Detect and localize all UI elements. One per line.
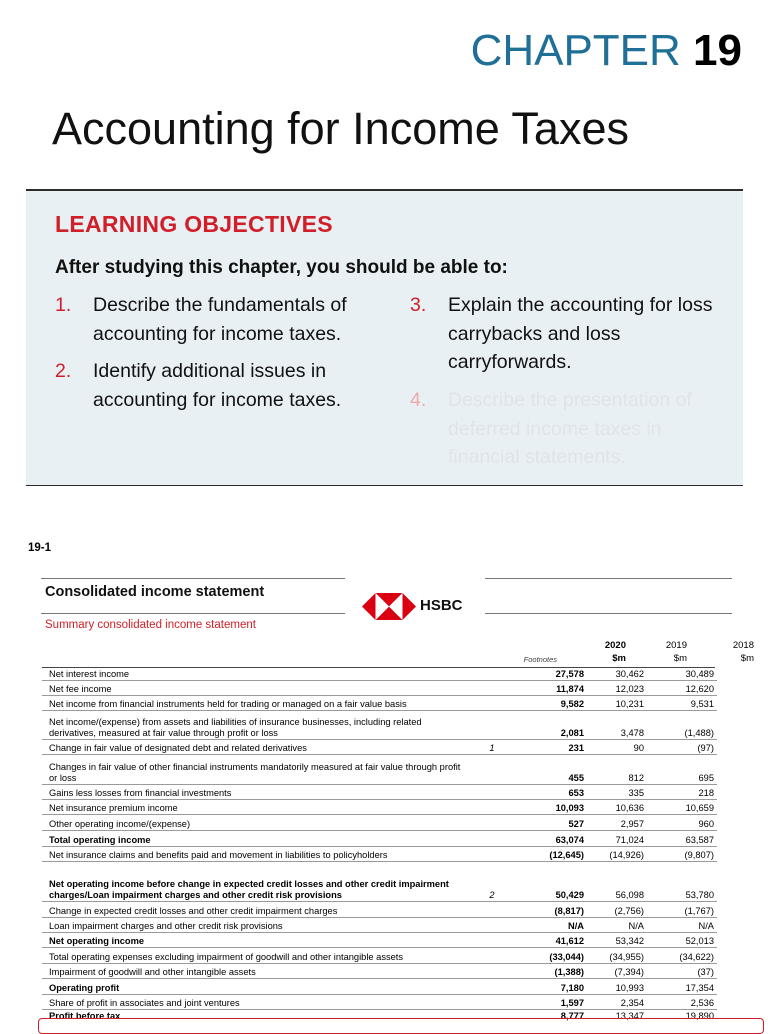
year-2020-header: 2020 [604, 640, 626, 651]
objective-number: 3. [410, 294, 427, 316]
objective-text: Identify additional issues in accounting for income taxes. [93, 360, 342, 411]
page-number: 19-1 [28, 542, 52, 554]
unit-header-row [42, 653, 754, 667]
year-header-row [42, 640, 754, 654]
divider [41, 613, 345, 614]
objective-item-4 [410, 386, 728, 472]
chapter-label [471, 26, 742, 76]
table-row: Other operating income/(expense) 527 2,957 960 [42, 815, 717, 831]
table-row: Changes in fair value of other financial instruments mandatorily measured at fair value through profit or loss 455 812 695 [42, 755, 717, 785]
objective-text: Describe the presentation of deferred income taxes in financial statements. [448, 389, 692, 468]
chapter-word: CHAPTER [470, 26, 681, 75]
profit-before-tax-highlight [38, 1018, 764, 1034]
table-row: Share of profit in associates and joint ventures 1,597 2,354 2,536 [42, 995, 717, 1010]
divider [485, 613, 732, 614]
objective-number: 4. [410, 389, 427, 411]
objective-number: 1. [55, 294, 72, 316]
objectives-intro: After studying this chapter, you should be able to: [55, 257, 508, 278]
objective-number: 2. [55, 360, 72, 382]
year-2018-header: 2018 [732, 640, 754, 651]
hsbc-logo-icon [362, 593, 416, 620]
learning-objectives-box [26, 189, 743, 486]
objective-item-3 [410, 291, 728, 377]
table-row-total: Profit before tax 8,777 13,347 19,890 [49, 1010, 714, 1021]
unit-2020-header: $m [612, 653, 626, 664]
statement-subtitle: Summary consolidated income statement [45, 619, 256, 631]
statement-title: Consolidated income statement [45, 584, 265, 600]
table-row-total: Total operating income 63,074 71,024 63,587 [42, 831, 717, 847]
chapter-number: 19 [693, 26, 742, 75]
table-row: Net income/(expense) from assets and liabilities of insurance businesses, including related derivatives, measured at fair value through profit or loss 2,081 3,478 (1,488) [42, 711, 717, 740]
table-row: Change in fair value of designated debt and related derivatives 1 231 90 (97) [42, 740, 717, 755]
year-2019-header: 2019 [665, 640, 687, 651]
table-row: Net income from financial instruments held for trading or managed on a fair value basis 9,582 10,231 9,531 [42, 696, 717, 711]
table-row-total: Operating profit 7,180 10,993 17,354 [42, 979, 717, 995]
table-row: Net interest income 27,578 30,462 30,489 [42, 668, 717, 681]
objective-text: Describe the fundamentals of accounting for income taxes. [93, 294, 347, 345]
table-row: Gains less losses from financial investments 653 335 218 [42, 785, 717, 800]
table-row: Total operating expenses excluding impairment of goodwill and other intangible assets (33,044) (34,955) (34,622) [42, 948, 717, 964]
objective-text: Explain the accounting for loss carrybacks and loss carryforwards. [448, 294, 713, 373]
unit-2019-header: $m [673, 653, 687, 664]
page-title: Accounting for Income Taxes [52, 103, 629, 154]
table-row: Net fee income 11,874 12,023 12,620 [42, 681, 717, 696]
divider [41, 578, 345, 579]
hsbc-logo-text: HSBC [420, 597, 463, 614]
table-row: Impairment of goodwill and other intangible assets (1,388) (7,394) (37) [42, 964, 717, 979]
table-row: Change in expected credit losses and other credit impairment charges (8,817) (2,756) (1,767) [42, 902, 717, 918]
table-row: Net insurance claims and benefits paid and movement in liabilities to policyholders (12,645) (14,926) (9,807) [42, 847, 717, 862]
footnotes-header: Footnotes [523, 655, 557, 664]
table-row: Net insurance premium income 10,093 10,636 10,659 [42, 800, 717, 815]
table-row-total: Net operating income 41,612 53,342 52,013 [42, 933, 717, 948]
objective-item-2 [55, 357, 375, 414]
divider [485, 578, 732, 579]
objective-item-1 [55, 291, 375, 348]
unit-2018-header: $m [740, 653, 754, 664]
table-row: Loan impairment charges and other credit risk provisions N/A N/A N/A [42, 918, 717, 933]
objectives-heading: LEARNING OBJECTIVES [55, 211, 333, 237]
table-row-total: Net operating income before change in expected credit losses and other credit impairment charges/Loan impairment charges and other credit risk provisions 2 50,429 56,098 53,780 [42, 862, 717, 902]
